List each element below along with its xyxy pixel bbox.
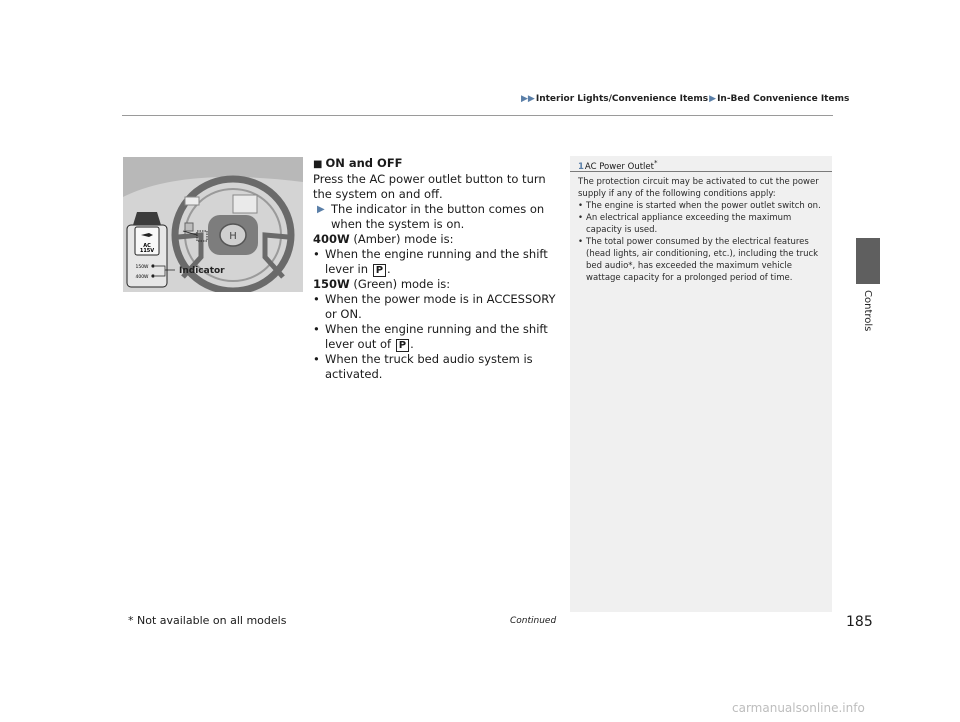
park-key-icon: P: [373, 264, 386, 277]
chapter-label: Controls: [862, 290, 873, 332]
arrow-icon: ▶: [317, 204, 325, 215]
arrow-icon: ▶: [709, 94, 717, 104]
watermark: carmanualsonline.info: [732, 701, 865, 715]
breadcrumb-part1: Interior Lights/Convenience Items: [535, 94, 709, 104]
chapter-tab: [856, 238, 880, 284]
mode-150-bullet-3: • When the truck bed audio system is activated.: [313, 352, 533, 381]
button-label-top: AC: [143, 243, 151, 249]
button-label-bottom: 115V: [139, 248, 155, 254]
dashboard-illustration: [123, 157, 303, 292]
mode-150-bullet-1: • When the power mode is in ACCESSORY or ON.: [313, 292, 556, 321]
continued-label: Continued: [510, 616, 557, 626]
sub-note: ▶ The indicator in the button comes on when the system is on.: [317, 202, 545, 231]
note-intro: The protection circuit may be activated to cut the power supply if any of the following conditions apply:: [578, 177, 819, 199]
section-heading: ■ ON and OFF: [313, 156, 403, 170]
mode-400-label: 400W: [135, 275, 149, 280]
mode-400-bullet: • When the engine running and the shift lever in P .: [313, 247, 548, 276]
breadcrumb-part2: In-Bed Convenience Items: [717, 94, 850, 104]
park-key-icon: P: [396, 339, 409, 352]
header-rule: [122, 115, 833, 116]
breadcrumb: [520, 94, 849, 104]
mode-150-heading: 150W (Green) mode is:: [313, 277, 451, 291]
mode-150-bullet-2: • When the engine running and the shift lever out of P .: [313, 322, 548, 351]
double-arrow-icon: ▶▶: [521, 94, 535, 104]
note-body: [578, 176, 826, 284]
main-content: [313, 156, 563, 382]
svg-text:H: H: [229, 231, 237, 242]
indicator-callout: Indicator: [179, 266, 225, 276]
note-item-3: • The total power consumed by the electrical features (head lights, air conditioning, etc.), including the truck bed audio*, has exceeded the maximum vehicle wattage capacity for a prolonged period of time.: [578, 237, 819, 283]
page-number: 185: [846, 614, 873, 630]
mode-150-label: 150W: [135, 265, 149, 270]
mode-400-heading: 400W (Amber) mode is:: [313, 232, 454, 246]
square-bullet-icon: ■: [313, 159, 323, 170]
note-item-1: • The engine is started when the power outlet switch on.: [578, 201, 821, 211]
note-panel: [570, 156, 832, 612]
note-item-2: • An electrical appliance exceeding the maximum capacity is used.: [578, 213, 792, 235]
note-header: 1AC Power Outlet*: [570, 156, 832, 172]
footnote: * Not available on all models: [128, 614, 287, 627]
intro-text: Press the AC power outlet button to turn the system on and off.: [313, 172, 546, 201]
